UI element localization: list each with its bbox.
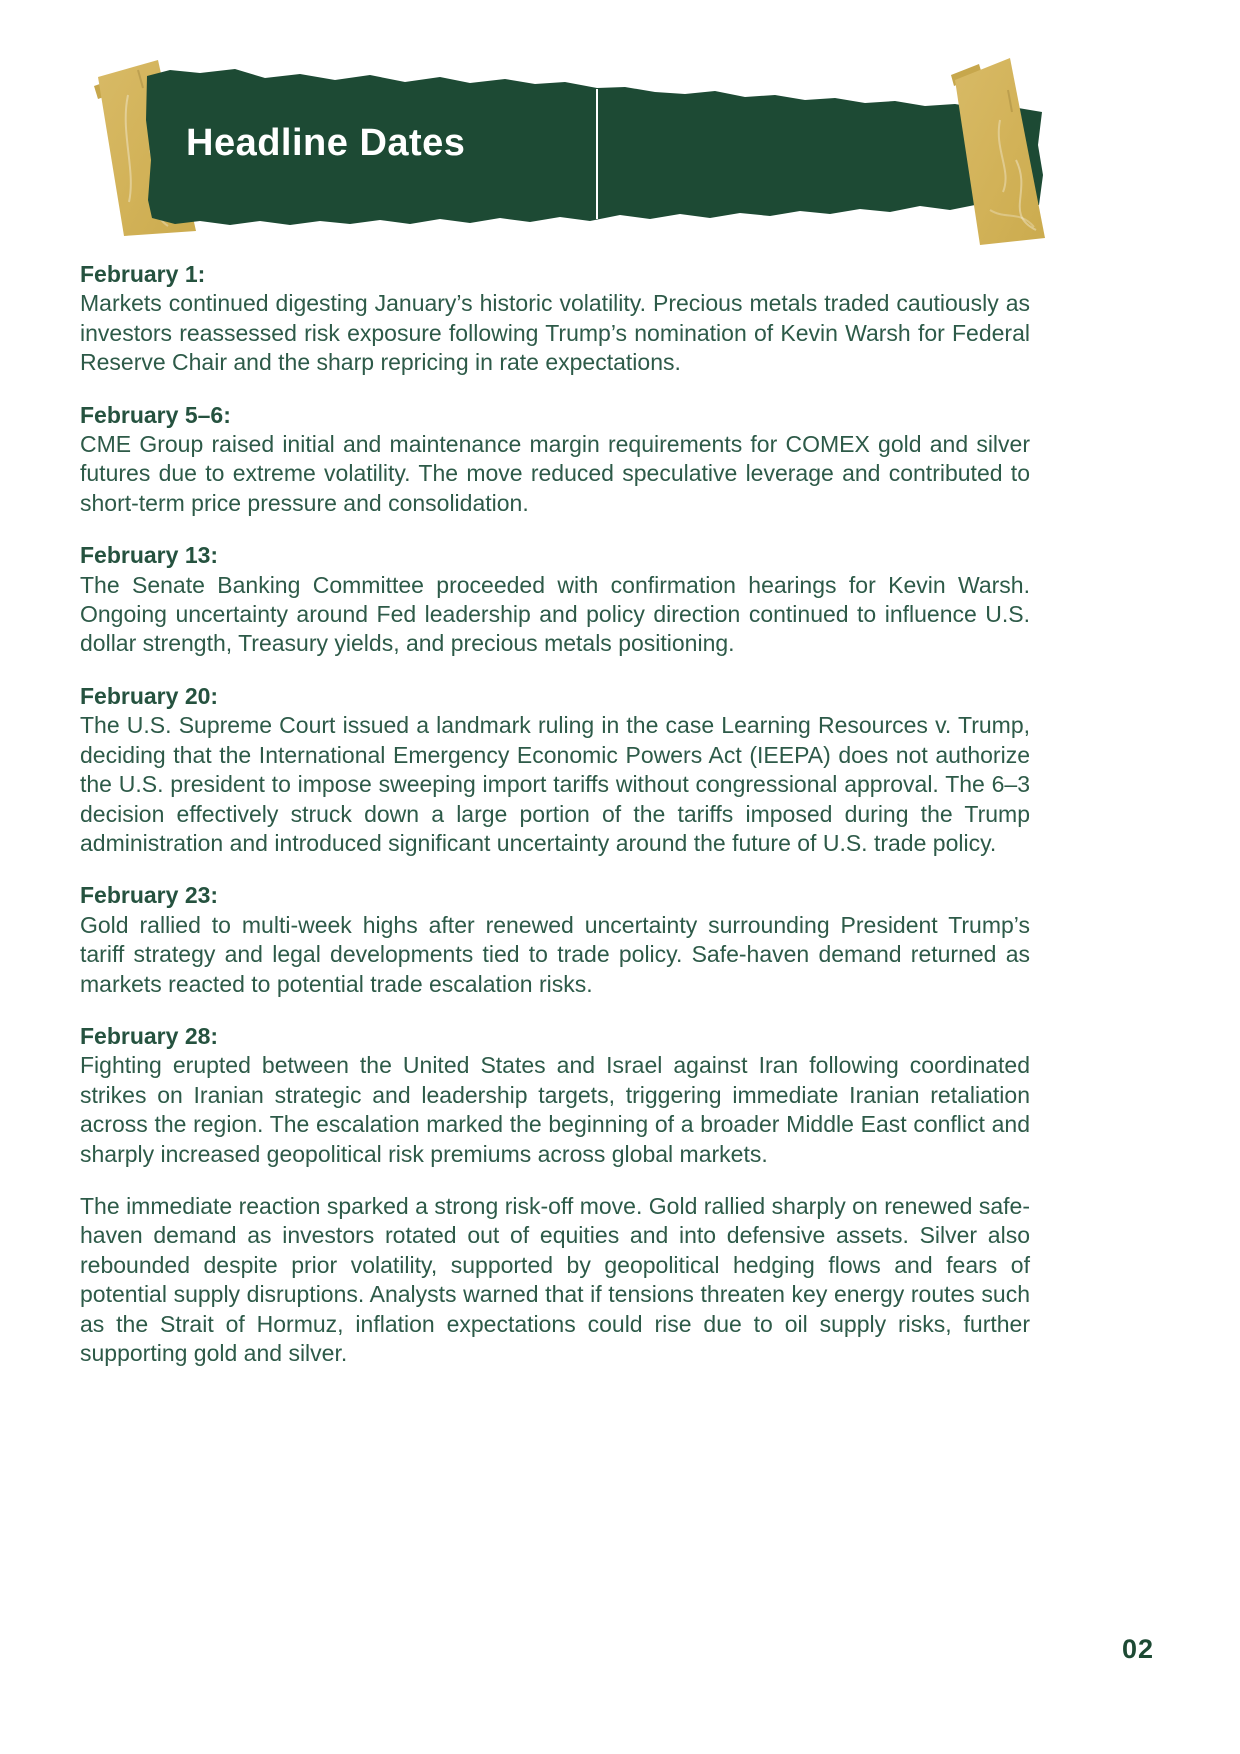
- section-body: CME Group raised initial and maintenance margin requirements for COMEX gold and silver futures due to extreme volatility. The move reduced speculative leverage and contributed to short-term price pressure and consolidation.: [80, 431, 1030, 516]
- closing-paragraph: The immediate reaction sparked a strong risk-off move. Gold rallied sharply on renewed safe-haven demand as investors rotated out of equities and into defensive assets. Silver also rebounded despite prior volatility, supported by geopolitical hedging flows and fears of potential supply disruptions. Analysts warned that if tensions threaten key energy routes such as the Strait of Hormuz, inflation expectations could rise due to oil supply risks, further supporting gold and silver.: [80, 1192, 1030, 1366]
- section-february-1: [80, 260, 1030, 378]
- section-heading: February 1:: [80, 261, 206, 287]
- headline-dates-content: [80, 260, 1030, 1368]
- section-body: Fighting erupted between the United States and Israel against Iran following coordinated strikes on Iranian strategic and leadership targets, triggering immediate Iranian retaliation across the region. The escalation marked the beginning of a broader Middle East conflict and sharply increased geopolitical risk premiums across global markets.: [80, 1052, 1030, 1167]
- section-body: The U.S. Supreme Court issued a landmark ruling in the case Learning Resources v. Trump, deciding that the International Emergency Economic Powers Act (IEEPA) does not authorize the U.S. president to impose sweeping import tariffs without congressional approval. The 6–3 decision effectively struck down a large portion of the tariffs imposed during the Trump administration and introduced significant uncertainty around the future of U.S. trade policy.: [80, 712, 1030, 856]
- section-body: Markets continued digesting January’s historic volatility. Precious metals traded cautiously as investors reassessed risk exposure following Trump’s nomination of Kevin Warsh for Federal Reserve Chair and the sharp repricing in rate expectations.: [80, 290, 1030, 376]
- section-february-23: [80, 881, 1030, 999]
- section-february-13: [80, 541, 1030, 659]
- section-heading: February 28:: [80, 1022, 219, 1049]
- section-body: Gold rallied to multi-week highs after renewed uncertainty surrounding President Trump’s tariff strategy and legal developments tied to trade policy. Safe-haven demand returned as markets reacted to potential trade escalation risks.: [80, 911, 1030, 997]
- banner: [0, 0, 1240, 270]
- section-heading: February 23:: [80, 882, 219, 909]
- section-heading: February 20:: [80, 682, 219, 709]
- section-heading: February 13:: [80, 542, 219, 569]
- section-february-28: [80, 1022, 1030, 1169]
- section-body: The Senate Banking Committee proceeded with confirmation hearings for Kevin Warsh. Ongoing uncertainty around Fed leadership and policy direction continued to influence U.S. dollar strength, Treasury yields, and precious metals positioning.: [80, 571, 1030, 657]
- section-heading: February 5–6:: [80, 401, 231, 428]
- section-february-20: [80, 682, 1030, 858]
- page-title: Headline Dates: [186, 122, 466, 164]
- page-number: 02: [1121, 1634, 1154, 1664]
- section-february-5-6: [80, 401, 1030, 519]
